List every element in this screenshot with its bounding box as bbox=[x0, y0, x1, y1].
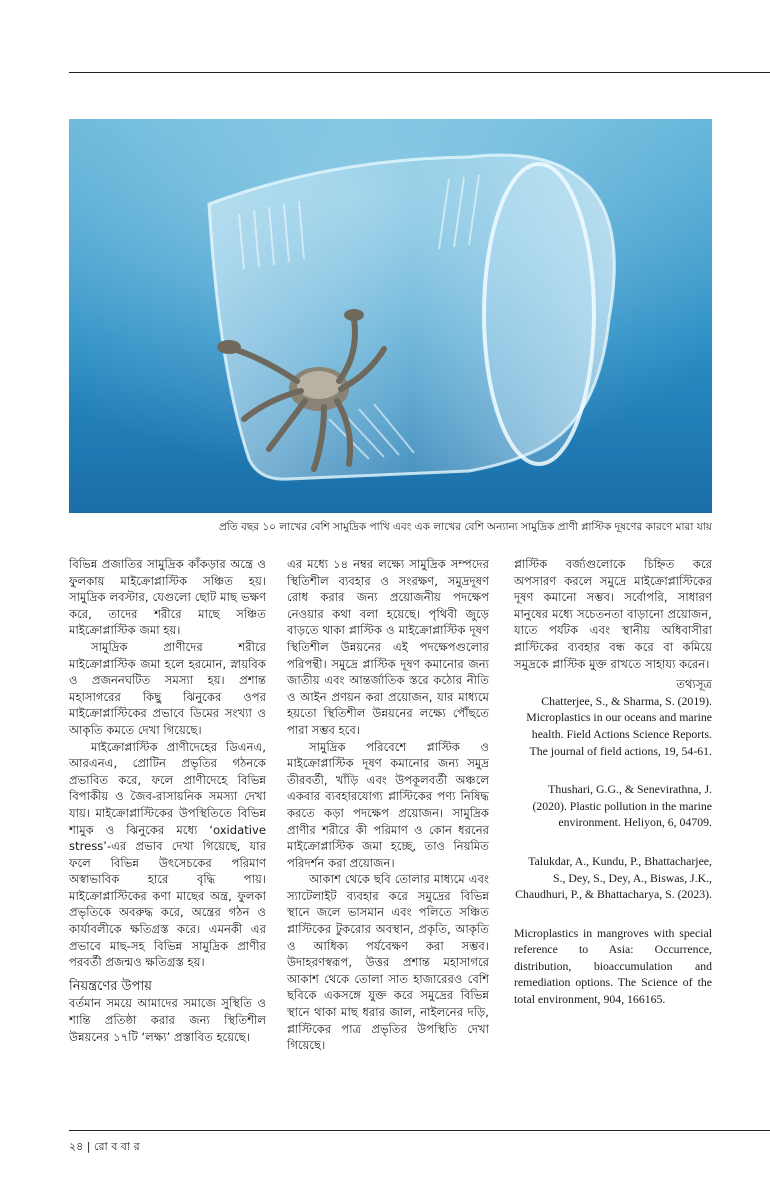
paragraph: এর মধ্যে ১৪ নম্বর লক্ষ্যে সামুদ্রিক সম্পদের স্থিতিশীল ব্যবহার ও সংরক্ষণ, সমুদ্রদূষণ রোধ করার জন্য প্রয়োজনীয় পদক্ষেপ নেওয়ার কথা বলা হয়েছে। পৃথিবী জুড়ে বাড়তে থাকা প্লাস্টিক ও মাইক্রোপ্লাস্টিক দূষণ স্থিতিশীল উন্নয়নের এই পদক্ষেপগুলোর পরিপন্থী। সমুদ্রে প্লাস্টিক দূষণ কমানোর জন্য জাতীয় এবং আন্তর্জাতিক স্তরে কঠোর নীতি ও আইন প্রণয়ন করা প্রয়োজন, যার মাধ্যমে হয়তো স্থিতিশীল উন্নয়নের লক্ষ্যে পৌঁছতে পারা সম্ভব হবে। bbox=[287, 557, 489, 737]
top-rule bbox=[69, 72, 770, 73]
photo-caption: প্রতি বছর ১০ লাখের বেশি সামুদ্রিক পাখি এবং এক লাখের বেশি অন্যান্য সামুদ্রিক প্রাণী প্লাস্টিক দূষণের কারণে মারা যায় bbox=[218, 521, 712, 533]
reference-item: Microplastics in mangroves with special reference to Asia: Occurrence, distribution, bioaccumulation and remediation options. The Science of the total environment, 904, 166165. bbox=[514, 925, 712, 1007]
reference-item: Thushari, G.G., & Senevirathna, J. (2020). Plastic pollution in the marine environment. Heliyon, 6, 04709. bbox=[532, 782, 712, 830]
text-column-1 bbox=[69, 556, 266, 1045]
paragraph: প্লাস্টিক বর্জ্যগুলোকে চিহ্নিত করে অপসারণ করলে সমুদ্রে মাইক্রোপ্লাস্টিকের দূষণ কমানো সম্ভব। সর্বোপরি, সাধারণ মানুষের মধ্যে সচেতনতা বাড়ানো প্রয়োজন, যাতে পর্যটক এবং স্থানীয় অধিবাসীরা প্লাস্টিকের ব্যবহার বন্ধ করে বা কমিয়ে সমুদ্রকে প্লাস্টিক মুক্ত রাখতে সাহায্য করেন। bbox=[514, 557, 712, 671]
section-heading: নিয়ন্ত্রণের উপায় bbox=[69, 978, 152, 994]
bottom-rule bbox=[69, 1130, 770, 1131]
paragraph: সামুদ্রিক পরিবেশে প্লাস্টিক ও মাইক্রোপ্লাস্টিক দূষণ কমানোর জন্য সমুদ্র তীরবর্তী, খাঁড়ি এবং উপকূলবর্তী অঞ্চলে একবার ব্যবহারযোগ্য প্লাস্টিকের পণ্য নিষিদ্ধ করতে কড়া পদক্ষেপ প্রয়োজন। সামুদ্রিক প্রাণীর শরীরে কী পরিমাণ ও কোন ধরনের মাইক্রোপ্লাস্টিক জমা হচ্ছে, তাও নিয়মিত পরিদর্শন করা প্রয়োজন। bbox=[287, 739, 489, 870]
paragraph: বর্তমান সময়ে আমাদের সমাজে সুস্থিতি ও শান্তি প্রতিষ্ঠা করার জন্য স্থিতিশীল উন্নয়নের ১৭টি ‘লক্ষ্য’ প্রস্তাবিত হয়েছে। bbox=[69, 996, 266, 1044]
page-folio: ২৪ | রো ব বা র bbox=[69, 1140, 140, 1153]
reference-item: Talukdar, A., Kundu, P., Bhattacharjee, S., Dey, S., Dey, A., Biswas, J.K., Chaudhuri, P., & Bhattacharya, S. (2023). bbox=[515, 853, 712, 902]
underwater-photo-illustration bbox=[69, 119, 712, 513]
references-heading: তথ্যসূত্র bbox=[676, 677, 712, 692]
text-column-3 bbox=[514, 556, 712, 1008]
paragraph: মাইক্রোপ্লাস্টিক প্রাণীদেহের ডিএনএ, আরএনএ, প্রোটিন প্রভৃতির গঠনকে প্রভাবিত করে, ফলে প্রাণীদেহে বিভিন্ন বিপাকীয় ও জৈব-রাসায়নিক সমস্যা দেখা যায়। মাইক্রোপ্লাস্টিকের উপস্থিতিতে বিভিন্ন শামুক ও ঝিনুকের মধ্যে ‘oxidative stress’-এর প্রভাব দেখা গিয়েছে, যার ফলে বিভিন্ন উৎসেচকের পরিমাণ অস্বাভাবিক হারে বৃদ্ধি পায়। মাইক্রোপ্লাস্টিকের কণা মাছের অন্ত্র, ফুলকা প্রভৃতিকে অবরুদ্ধ করে, অন্ত্রের গঠন ও কার্যাবলীকে ক্ষতিগ্রস্ত করে। এমনকী এর প্রভাবে মাছ-সহ বিভিন্ন সামুদ্রিক প্রাণীর পরবর্তী প্রজন্মও ক্ষতিগ্রস্ত হয়। bbox=[69, 739, 266, 970]
paragraph: আকাশ থেকে ছবি তোলার মাধ্যমে এবং স্যাটেলাইট ব্যবহার করে সমুদ্রের বিভিন্ন স্থানে জলে ভাসমান এবং পলিতে সঞ্চিত প্লাস্টিকের টুকরোর অবস্থান, প্রকৃতি, আকৃতি ও আধিক্য পর্যবেক্ষণ করা সম্ভব। উদাহরণস্বরূপ, উত্তর প্রশান্ত মহাসাগরে আকাশ থেকে তোলা সাত হাজারেরও বেশি ছবিকে একসঙ্গে যুক্ত করে সমুদ্রের বিভিন্ন স্থানে থাকা মাছ ধরার জাল, নাইলনের দড়ি, প্লাস্টিকের পাত্র প্রভৃতির উপস্থিতি দেখা গিয়েছে। bbox=[287, 872, 489, 1053]
paragraph: সামুদ্রিক প্রাণীদের শরীরে মাইক্রোপ্লাস্টিক জমা হলে হরমোন, স্নায়বিক ও প্রজননঘটিত সমস্যা হয়। প্রশান্ত মহাসাগরের কিছু ঝিনুকের ওপর মাইক্রোপ্লাস্টিকের প্রভাবে ডিমের সংখ্যা ও আকৃতি কমতে দেখা গিয়েছে। bbox=[69, 639, 266, 737]
paragraph: বিভিন্ন প্রজাতির সামুদ্রিক কাঁকড়ার অন্ত্রে ও ফুলকায় মাইক্রোপ্লাস্টিক সঞ্চিত হয়। সামুদ্রিক লবস্টার, যেগুলো ছোট মাছ ভক্ষণ করে, তাদের শরীরে মাছে সঞ্চিত মাইক্রোপ্লাস্টিক জমা হয়। bbox=[69, 557, 266, 638]
reference-item: Chatterjee, S., & Sharma, S. (2019). Microplastics in our oceans and marine health. Field Actions Science Reports. The journal of field actions, 19, 54-61. bbox=[526, 693, 712, 758]
photo-crab-in-plastic-cup bbox=[69, 119, 712, 513]
text-column-2 bbox=[287, 556, 489, 1054]
